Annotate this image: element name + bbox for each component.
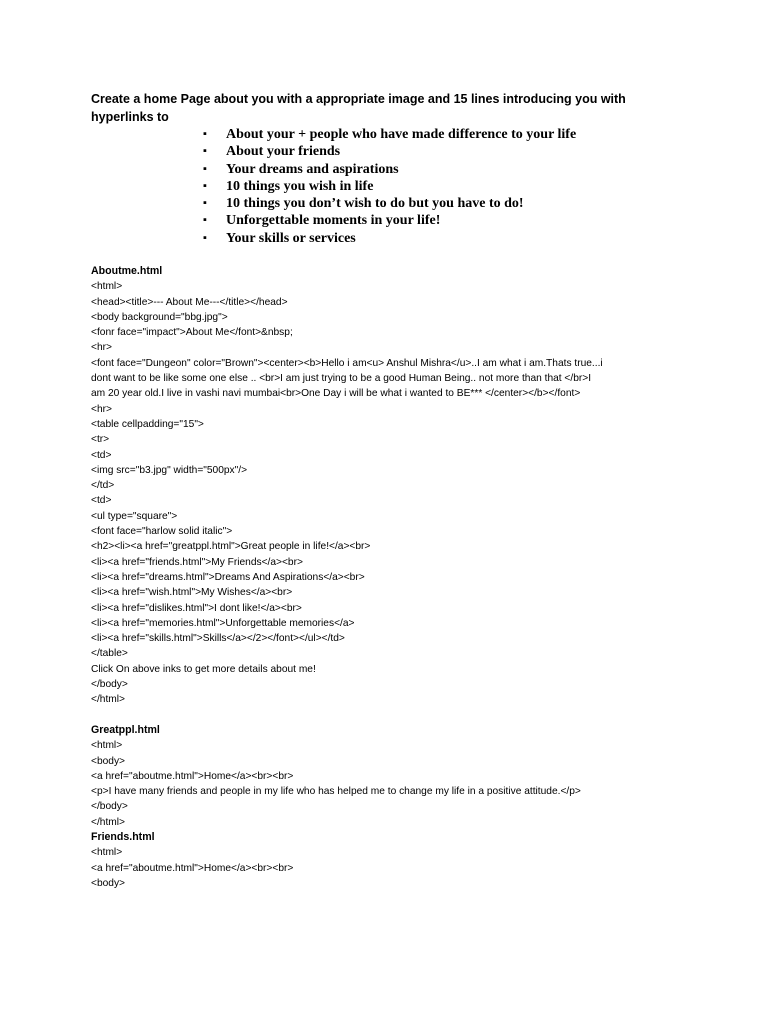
task-text: About your friends [226, 144, 341, 160]
code-line: <font face="Dungeon" color="Brown"><center><b>Hello i am<u> Anshul Mishra</u>..I am what i am.Thats true...i [91, 357, 603, 369]
square-bullet-icon: ▪ [203, 162, 207, 175]
code-line: <h2><li><a href="greatppl.html">Great people in life!</a><br> [91, 541, 371, 553]
file-heading: Greatppl.html [91, 723, 160, 736]
code-line: <ul type="square"> [91, 510, 178, 522]
code-line: <li><a href="friends.html">My Friends</a><br> [91, 556, 303, 568]
file-heading: Friends.html [91, 830, 155, 843]
task-text: 10 things you don’t wish to do but you have to do! [226, 196, 524, 212]
intro-line-2: hyperlinks to [91, 110, 169, 124]
code-line: <li><a href="wish.html">My Wishes</a><br> [91, 587, 293, 599]
task-text: Your skills or services [226, 230, 356, 246]
code-line: <img src="b3.jpg" width="500px"/> [91, 464, 248, 476]
code-line: <fonr face="impact">About Me</font>&nbsp; [91, 327, 293, 339]
blank-line [91, 708, 691, 723]
task-item [203, 178, 576, 195]
code-line: <body> [91, 877, 125, 889]
code-line: Click On above inks to get more details about me! [91, 663, 316, 675]
code-line: </html> [91, 694, 125, 706]
code-line: <tr> [91, 434, 110, 446]
task-item [203, 195, 576, 212]
square-bullet-icon: ▪ [203, 231, 207, 244]
code-line: <html> [91, 281, 123, 293]
task-text: 10 things you wish in life [226, 178, 374, 194]
task-list [203, 126, 576, 247]
code-line: <hr> [91, 342, 112, 354]
code-line: </html> [91, 816, 125, 828]
code-line: </body> [91, 801, 128, 813]
code-line: <a href="aboutme.html">Home</a><br><br> [91, 770, 294, 782]
task-item [203, 161, 576, 178]
code-line: <p>I have many friends and people in my life who has helped me to change my life in a positive attitude.</p> [91, 786, 581, 798]
code-line: <li><a href="skills.html">Skills</a></2></font></ul></td> [91, 633, 345, 645]
code-line: </table> [91, 648, 128, 660]
code-line: <a href="aboutme.html">Home</a><br><br> [91, 862, 294, 874]
task-text: Your dreams and aspirations [226, 161, 399, 177]
code-line: </body> [91, 679, 128, 691]
code-line: <body> [91, 755, 125, 767]
task-text: Unforgettable moments in your life! [226, 213, 441, 229]
code-line: <html> [91, 847, 123, 859]
square-bullet-icon: ▪ [203, 197, 207, 210]
code-line: <html> [91, 740, 123, 752]
code-line: <table cellpadding="15"> [91, 418, 204, 430]
code-line: <head><title>--- About Me---</title></head> [91, 296, 288, 308]
code-line: <li><a href="memories.html">Unforgettable memories</a> [91, 617, 355, 629]
code-line: <hr> [91, 403, 112, 415]
square-bullet-icon: ▪ [203, 179, 207, 192]
code-line: <li><a href="dislikes.html">I dont like!</a><br> [91, 602, 302, 614]
square-bullet-icon: ▪ [203, 145, 207, 158]
code-line: <td> [91, 495, 112, 507]
assignment-intro [91, 90, 691, 126]
code-line: <font face="harlow solid italic"> [91, 526, 233, 538]
task-item [203, 230, 576, 247]
square-bullet-icon: ▪ [203, 214, 207, 227]
task-item [203, 143, 576, 160]
code-line: dont want to be like some one else .. <br>I am just trying to be a good Human Being.. not more than that </br>I [91, 373, 592, 385]
file-heading: Aboutme.html [91, 265, 163, 277]
code-line: <td> [91, 449, 112, 461]
code-listing [91, 264, 691, 891]
code-line: <body background="bbg.jpg"> [91, 311, 228, 323]
code-line: <li><a href="dreams.html">Dreams And Aspirations</a><br> [91, 571, 365, 583]
code-line: am 20 year old.I live in vashi navi mumbai<br>One Day i will be what i wanted to BE*** </center></b></font> [91, 388, 581, 400]
task-item [203, 212, 576, 229]
task-text: About your + people who have made difference to your life [226, 127, 577, 142]
task-item [203, 126, 576, 143]
code-line: </td> [91, 480, 115, 492]
square-bullet-icon: ▪ [203, 128, 207, 140]
intro-line-1: Create a home Page about you with a appropriate image and 15 lines introducing you with [91, 92, 626, 106]
